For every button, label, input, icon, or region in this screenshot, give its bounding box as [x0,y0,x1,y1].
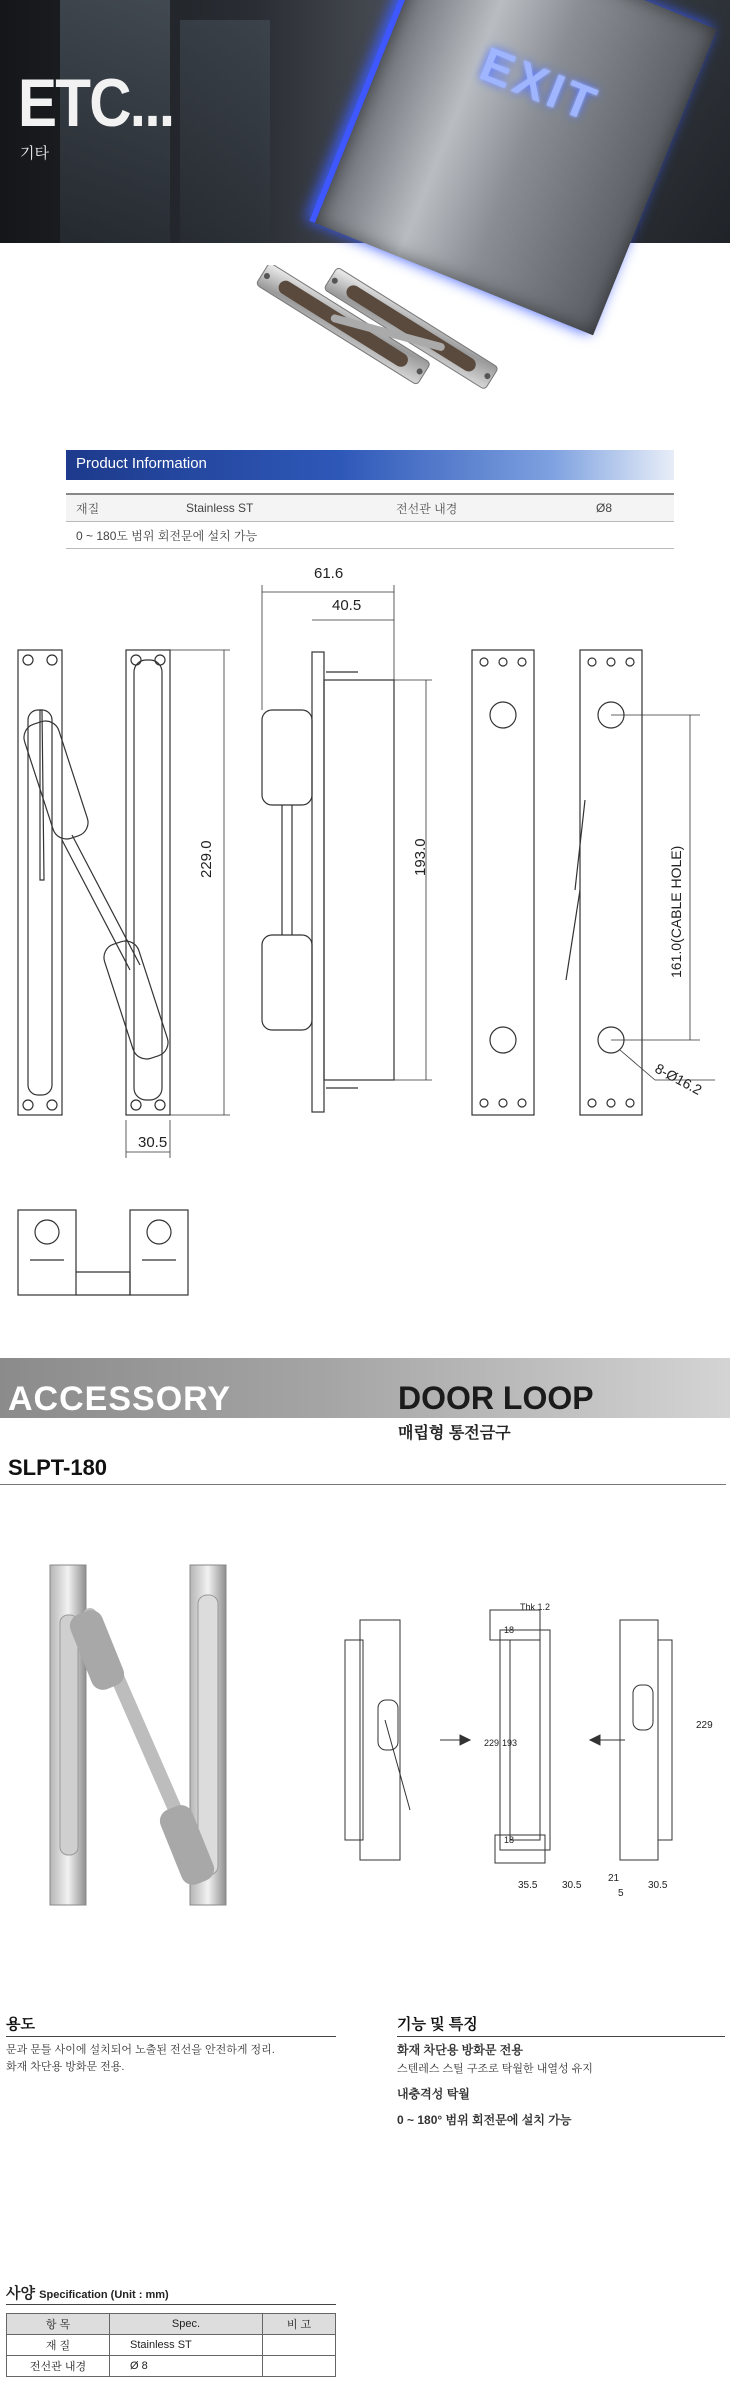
feature-body-1: 스텐레스 스틸 구조로 탁월한 내열성 유지 [397,2063,593,2075]
spec-cell: 재 질 [7,2335,110,2356]
door-loop-photo [40,1555,270,1915]
dim-193: 193.0 [412,838,429,876]
dim-229-right: 229 [696,1720,713,1731]
usage-line-1: 문과 문틀 사이에 설치되어 노출된 전선을 안전하게 정리. [6,2044,275,2056]
conduit-value: Ø8 [586,494,674,522]
background-building [180,20,270,243]
page-title: ETC... [18,65,174,141]
spec-header-note: 비 고 [263,2314,336,2335]
dim-thk: Thk 1.2 [520,1602,551,1612]
product-subtitle: 매립형 통전금구 [398,1425,511,1442]
product-name: DOOR LOOP [398,1380,594,1416]
dim-61-6: 61.6 [314,565,344,582]
feature-head-1: 화재 차단용 방화문 전용 [397,2043,523,2057]
door-loop-drawing [340,1580,720,1900]
dim-hole-diameter: 8-Ø16.2 [652,1060,705,1098]
dim-229: 229.0 [198,840,215,878]
dim-193: 193 [502,1738,518,1748]
spec-cell: Stainless ST [110,2335,263,2356]
table-row [7,2356,336,2377]
features-title: 기능 및 특징 [397,2016,478,2033]
dim-30-5-b: 30.5 [648,1880,668,1891]
spec-unit: Specification (Unit : mm) [39,2289,169,2301]
dim-35-5: 35.5 [518,1880,538,1891]
product-info-table [66,493,674,549]
dim-30-5-a: 30.5 [562,1880,582,1891]
dim-229-left: 229 [484,1738,500,1748]
feature-head-2: 내충격성 탁월 [397,2087,470,2101]
dim-5: 5 [618,1888,624,1899]
dim-cable-hole: 161.0(CABLE HOLE) [668,845,684,978]
dim-18-bottom: 18 [504,1835,515,1845]
conduit-label: 전선관 내경 [386,494,586,522]
dim-18-top: 18 [504,1625,515,1635]
spec-title [6,2282,169,2303]
divider [6,2036,336,2037]
product-photo [225,265,505,445]
spec-title-label: 사양 [6,2285,35,2302]
usage-line-2: 화재 차단용 방화문 전용. [6,2061,125,2073]
table-row [66,494,674,522]
spec-table [6,2313,336,2377]
spec-cell: 전선관 내경 [7,2356,110,2377]
spec-header-item: 항 목 [7,2314,110,2335]
spec-cell [263,2335,336,2356]
dim-30-5: 30.5 [138,1134,168,1151]
table-header-row [7,2314,336,2335]
divider [397,2036,725,2037]
divider [6,2304,336,2305]
accessory-title: ACCESSORY [8,1380,232,1418]
exit-sign-text: EXIT [472,37,607,134]
usage-title: 용도 [6,2016,35,2033]
dim-21: 21 [608,1873,620,1884]
feature-head-3: 0 ~ 180° 범위 회전문에 설치 가능 [397,2113,572,2127]
spec-header-spec: Spec. [110,2314,263,2335]
spec-cell: Ø 8 [110,2356,263,2377]
technical-drawing [0,560,730,1340]
table-row [7,2335,336,2356]
material-label: 재질 [66,494,176,522]
spec-cell [263,2356,336,2377]
table-row [66,522,674,549]
page-subtitle: 기타 [20,145,49,162]
divider [0,1484,726,1485]
dim-40-5: 40.5 [332,597,362,614]
product-info-header [66,450,674,480]
product-info-header-label: Product Information [76,455,207,472]
install-note: 0 ~ 180도 범위 회전문에 설치 가능 [66,522,674,549]
material-value: Stainless ST [176,494,386,522]
model-number: SLPT-180 [8,1455,108,1480]
